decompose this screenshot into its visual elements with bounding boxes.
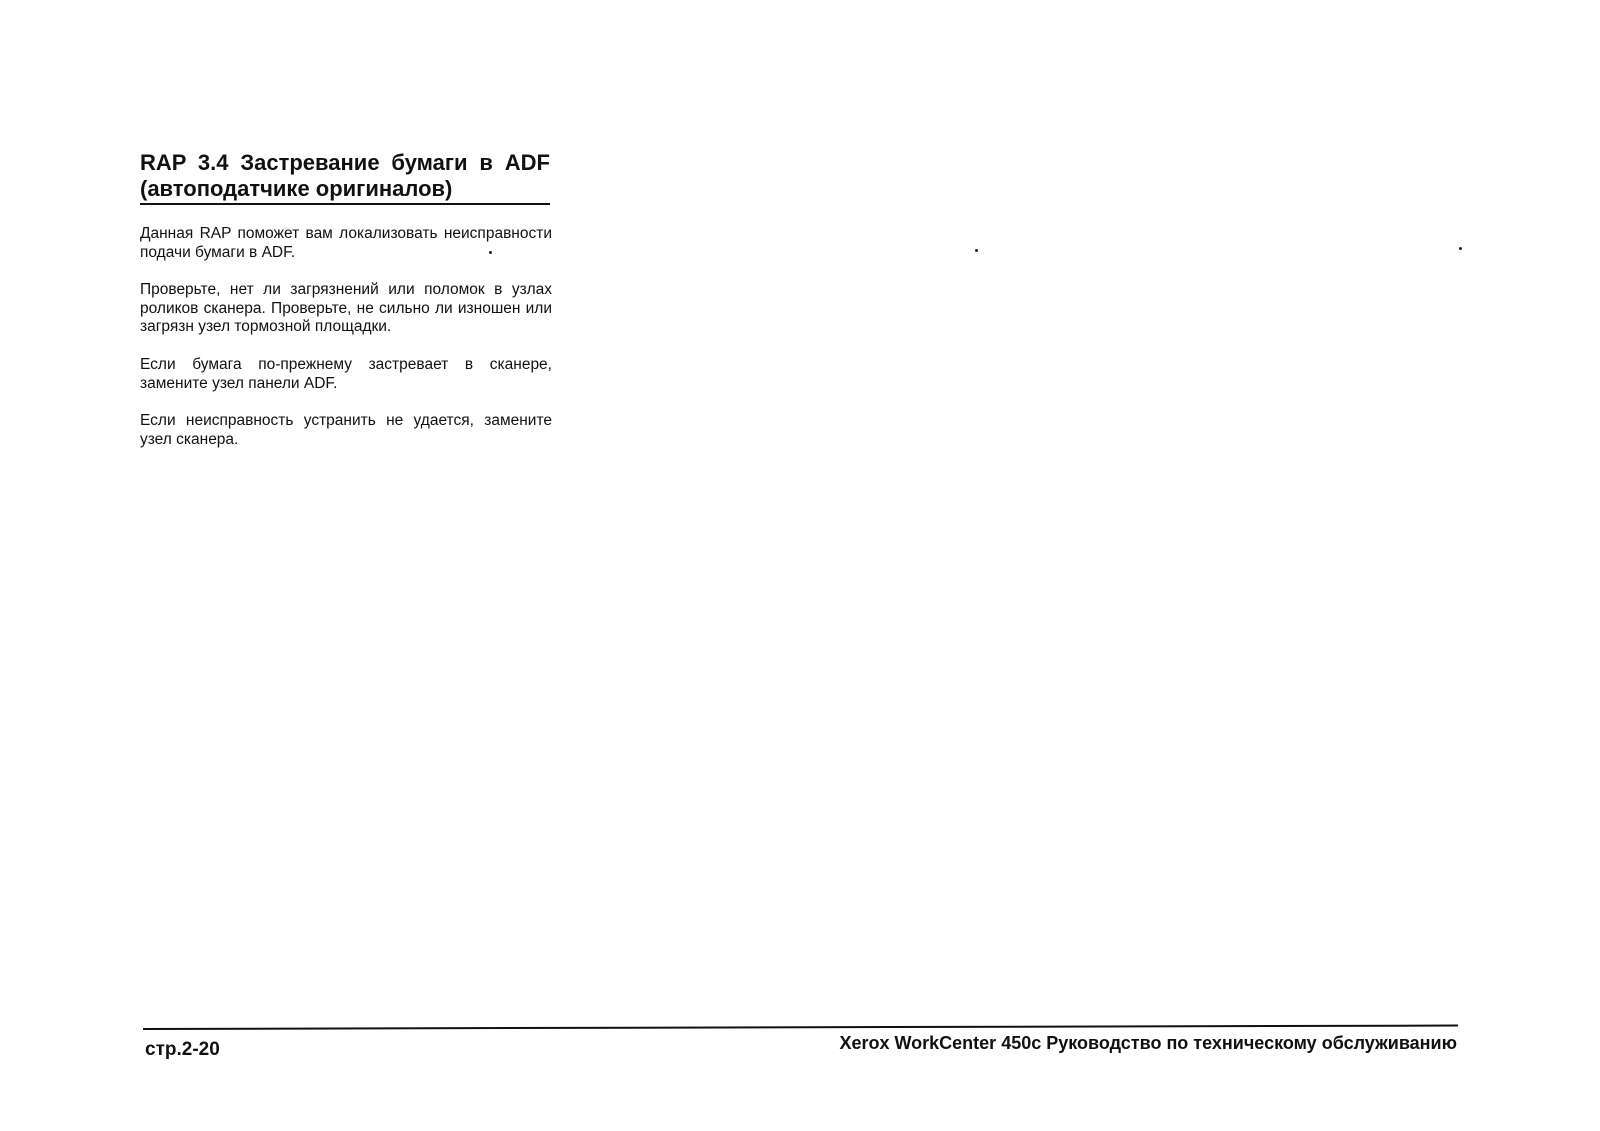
scan-speck: [1459, 247, 1462, 250]
running-title: Xerox WorkCenter 450c Руководство по техническому обслуживанию: [839, 1033, 1457, 1053]
paragraph-check-rollers: Проверьте, нет ли загрязнений или поломок в узлах роликов сканера. Проверьте, не сильно ли изношен или загрязн узел тормозной площадки.: [140, 281, 552, 336]
paragraph-replace-adf-panel: Если бумага по-прежнему застревает в сканере, замените узел панели ADF.: [140, 355, 552, 392]
paragraph-intro: Данная RAP поможет вам локализовать неисправности подачи бумаги в ADF.: [140, 225, 552, 261]
page-number: стр.2-20: [145, 1039, 220, 1060]
rap-section: [140, 150, 552, 449]
section-title: RAP 3.4 Застревание бумаги в ADF (автоподатчике оригиналов): [140, 150, 550, 205]
scan-speck: [975, 249, 978, 252]
paragraph-replace-scanner: Если неисправность устранить не удается, замените узел сканера.: [140, 412, 552, 448]
scan-speck: [489, 251, 492, 254]
footer-divider: [143, 1025, 1458, 1030]
